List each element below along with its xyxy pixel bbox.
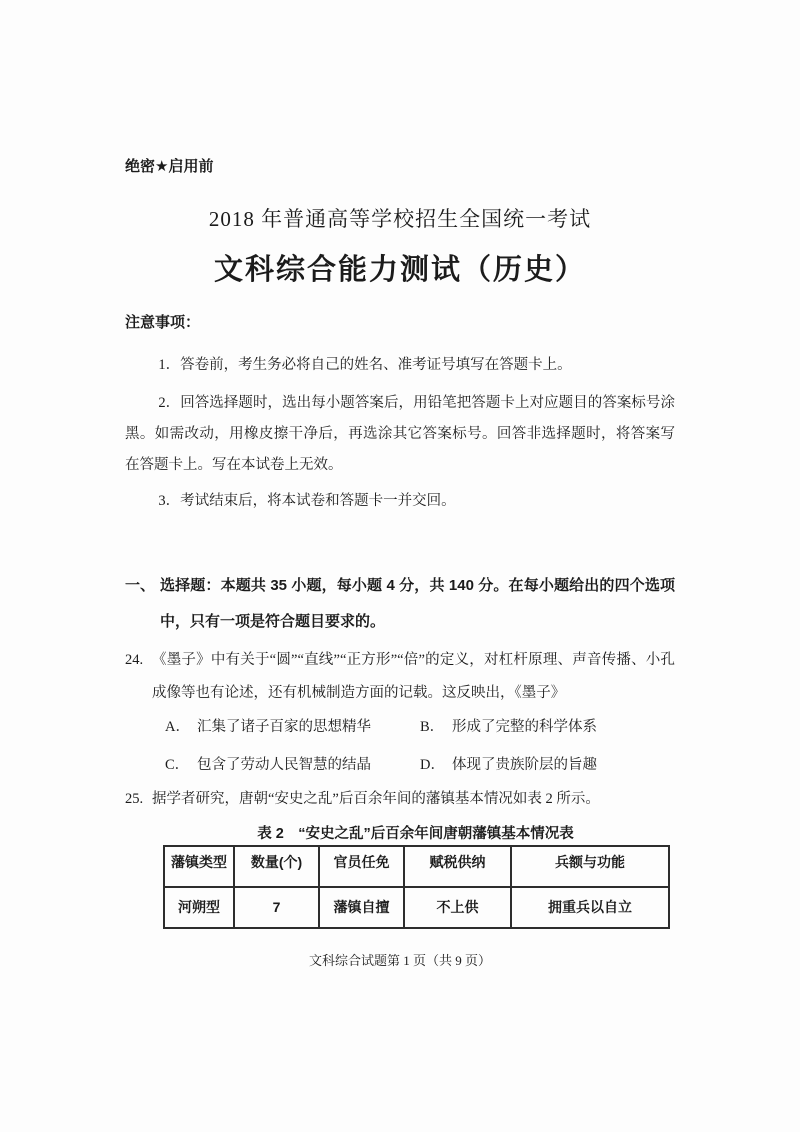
table-header-cell: 兵额与功能 xyxy=(511,846,669,887)
table-header-cell: 赋税供纳 xyxy=(404,846,511,887)
question-24-stem: 《墨子》中有关于“圆”“直线”“正方形”“倍”的定义，对杠杆原理、声音传播、小孔成像等也有论述，还有机械制造方面的记载。这反映出，《墨子》 xyxy=(152,652,675,701)
question-25-stem: 据学者研究，唐朝“安史之乱”后百余年间的藩镇基本情况如表 2 所示。 xyxy=(152,791,600,807)
option-b-label: B． xyxy=(420,719,445,735)
page-footer: 文科综合试题第 1 页（共 9 页） xyxy=(308,953,491,968)
table-row xyxy=(164,887,669,928)
notice-heading: 注意事项： xyxy=(125,314,201,331)
option-a xyxy=(165,712,420,743)
table-header-cell: 藩镇类型 xyxy=(164,846,234,887)
table-cell: 藩镇自擅 xyxy=(319,887,404,928)
security-label: 绝密★启用前 xyxy=(125,158,214,175)
option-c-text: 包含了劳动人民智慧的结晶 xyxy=(197,757,371,773)
exam-title: 2018 年普通高等学校招生全国统一考试 xyxy=(208,207,592,231)
section-heading xyxy=(125,568,675,640)
option-d-label: D． xyxy=(420,757,445,773)
table-cell: 不上供 xyxy=(404,887,511,928)
option-a-label: A． xyxy=(165,719,190,735)
option-d-text: 体现了贵族阶层的旨趣 xyxy=(452,757,597,773)
option-b xyxy=(420,712,675,743)
table-header-cell: 官员任免 xyxy=(319,846,404,887)
question-25-number: 25. xyxy=(125,791,144,807)
option-a-text: 汇集了诸子百家的思想精华 xyxy=(197,719,371,735)
question-25 xyxy=(125,784,675,815)
option-c xyxy=(165,750,420,781)
notice-item-3: 3．考试结束后，将本试卷和答题卡一并交回。 xyxy=(158,493,456,509)
table-cell: 7 xyxy=(234,887,319,928)
table-caption: 表 2 “安史之乱”后百余年间唐朝藩镇基本情况表 xyxy=(257,826,574,842)
notice-item-2: 2．回答选择题时，选出每小题答案后，用铅笔把答题卡上对应题目的答案标号涂黑。如需改动，用橡皮擦干净后，再选涂其它答案标号。回答非选择题时，将答案写在答题卡上。写在本试卷上无效。 xyxy=(125,395,675,473)
question-24-options xyxy=(165,712,675,781)
option-b-text: 形成了完整的科学体系 xyxy=(452,719,597,735)
question-24 xyxy=(125,644,675,710)
table-header-row xyxy=(164,846,669,887)
section-heading-text: 选择题：本题共 35 小题，每小题 4 分，共 140 分。在每小题给出的四个选项中，只有一项是符合题目要求的。 xyxy=(160,577,675,630)
option-d xyxy=(420,750,675,781)
notice-item-1: 1．答卷前，考生务必将自己的姓名、准考证号填写在答题卡上。 xyxy=(158,357,572,373)
table-header-cell: 数量(个) xyxy=(234,846,319,887)
question-24-number: 24. xyxy=(125,652,144,668)
table-cell: 河朔型 xyxy=(164,887,234,928)
table-cell: 拥重兵以自立 xyxy=(511,887,669,928)
fanzhen-table xyxy=(163,845,670,929)
subject-title: 文科综合能力测试（历史） xyxy=(213,254,586,286)
option-c-label: C． xyxy=(165,757,190,773)
section-number: 一、 xyxy=(125,577,156,594)
